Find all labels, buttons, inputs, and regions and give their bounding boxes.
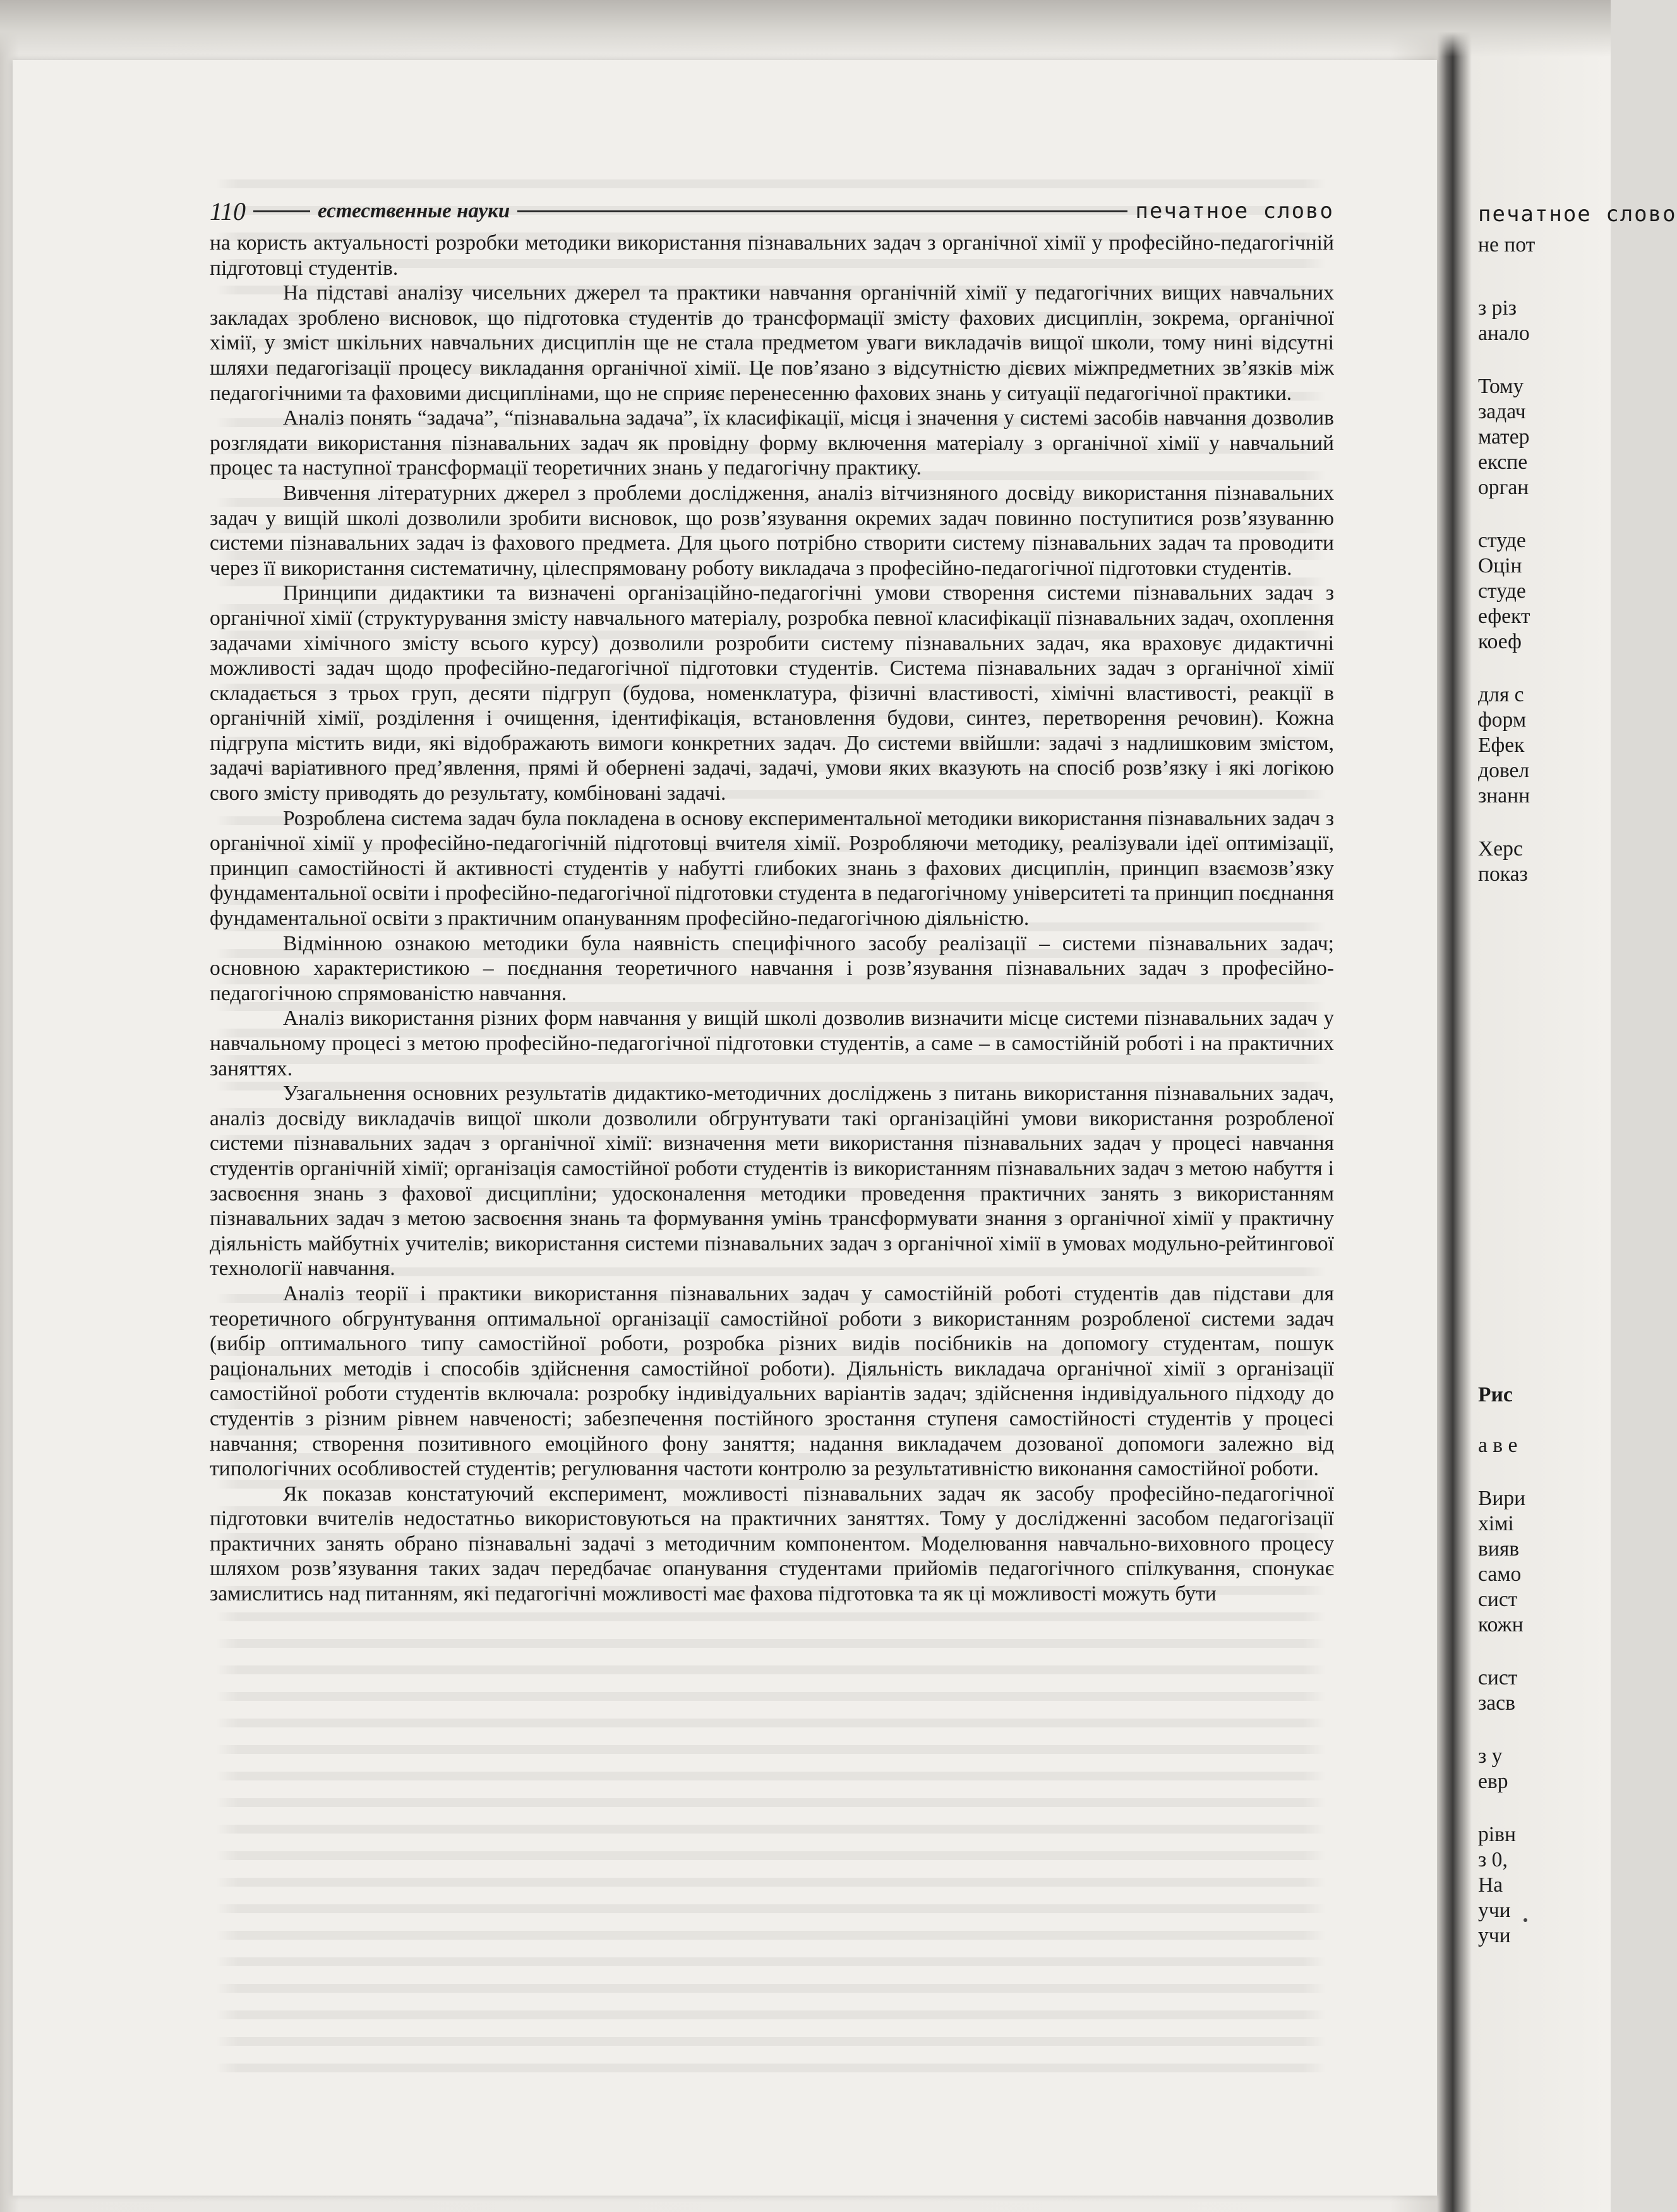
facing-page-text-fragment: На <box>1478 1873 1503 1897</box>
show-through-line <box>215 2028 1326 2055</box>
facing-page-text-fragment: експе <box>1478 450 1528 474</box>
facing-page-text-fragment: з у <box>1478 1744 1503 1768</box>
journal-title: печатное слово <box>1135 198 1334 224</box>
facing-page-text-fragment: учи <box>1478 1899 1511 1922</box>
facing-page-text-fragment: не пот <box>1478 233 1536 257</box>
facing-page-text-fragment: засв <box>1478 1691 1515 1715</box>
facing-page-text-fragment: задач <box>1478 400 1526 423</box>
facing-page-text-fragment: коеф <box>1478 630 1522 653</box>
show-through-line <box>215 1816 1326 1842</box>
facing-page-fragment <box>1472 183 1677 2205</box>
show-through-line <box>215 2002 1326 2028</box>
show-through-line <box>215 1975 1326 2002</box>
show-through-line <box>215 1710 1326 1736</box>
facing-page-text-fragment: орган <box>1478 476 1529 499</box>
facing-page-text-fragment: матер <box>1478 425 1530 449</box>
facing-page-text-fragment: з різ <box>1478 296 1517 320</box>
facing-page-text-fragment: з 0, <box>1478 1848 1508 1871</box>
section-title: естественные науки <box>318 199 510 222</box>
facing-page-text-fragment: знанн <box>1478 784 1530 807</box>
show-through-line <box>215 1869 1326 1895</box>
facing-page-text-fragment: сист <box>1478 1666 1518 1689</box>
facing-page-text-fragment: Рис <box>1478 1383 1513 1406</box>
facing-page-text-fragment: вияв <box>1478 1537 1520 1561</box>
running-header <box>210 193 1334 229</box>
show-through-line <box>215 2055 1326 2081</box>
show-through-line <box>215 1763 1326 1789</box>
show-through-line <box>215 1895 1326 1922</box>
paragraph: Відмінною ознакою методики була наявність специфічного засобу реалізації – системи пізнавальних задач; основною характеристикою – поєднання теоретичного навчання і розв’язування пізнавальних задач з професійно-педагогічною спрямованістю навчання. <box>210 931 1334 1005</box>
facing-page-text-fragment: показ <box>1478 862 1528 886</box>
header-rule <box>517 210 1127 212</box>
header-rule <box>253 210 310 212</box>
facing-page-text-fragment: рівн <box>1478 1823 1516 1846</box>
facing-page-header: печатное слово <box>1478 202 1677 227</box>
show-through-line <box>215 1949 1326 1975</box>
paragraph: Аналіз використання різних форм навчання у вищій школі дозволив визначити місце системи пізнавальних задач у навчальному процесі з метою професійно-педагогічної підготовки студентів, а саме – в самостійній роботі і на практичних заняттях. <box>210 1006 1334 1080</box>
paragraph: на користь актуальності розробки методики використання пізнавальних задач з органічної хімії у професійно-педагогічній підготовці студентів. <box>210 231 1334 280</box>
paragraph: Як показав констатуючий експеримент, можливості пізнавальних задач як засобу професійно-педагогічної підготовки вчителів недостатньо використовуються на практичних заняттях. Тому у дослідженні засобом педагогізації практичних занять обрано пізнавальні задачі з методичним компонентом. Моделювання навчально-виховного процесу шляхом розв’язування таких задач передбачає опанування студентами прийомів педагогічного спілкування, спонукає замислитись над питанням, які педагогічні можливості має фахова підготовка та як ці можливості можуть бути <box>210 1482 1334 1606</box>
facing-page-text-fragment: ефект <box>1478 605 1530 628</box>
facing-page-text-fragment: студе <box>1478 579 1526 603</box>
scanner-shadow <box>0 0 1611 57</box>
show-through-line <box>215 1683 1326 1710</box>
facing-page-text-fragment: само <box>1478 1562 1522 1586</box>
show-through-line <box>215 1604 1326 1630</box>
facing-page-text-fragment: а в е <box>1478 1434 1518 1457</box>
show-through-line <box>215 1736 1326 1763</box>
facing-page-text-fragment: Оцін <box>1478 554 1522 577</box>
paragraph: На підставі аналізу чисельних джерел та практики навчання органічній хімії у педагогічних вищих навчальних закладах зроблено висновок, що підготовка студентів до трансформації змісту фахових дисциплін, зокрема, органічної хімії, у зміст шкільних навчальних дисциплін ще не стала предметом уваги викладачів вищої школи, тому нині відсутні шляхи педагогізації процесу викладання органічної хімії. Це пов’язано з відсутністю дієвих міжпредметних зв’язків між педагогічними та фаховими дисциплінами, що не сприяє перенесенню фахових знань у ситуації педагогічної практики. <box>210 281 1334 405</box>
paragraph: Вивчення літературних джерел з проблеми дослідження, аналіз вітчизняного досвіду використання пізнавальних задач у вищій школі дозволили зробити висновок, що розв’язування окремих задач повинно поступитися розв’язуванню системи пізнавальних задач із фахового предмета. Для цього потрібно створити систему пізнавальних задач та проводити через її використання систематичну, цілеспрямовану роботу викладача з професійно-педагогічної підготовки студентів. <box>210 481 1334 580</box>
facing-page-text-fragment: евр <box>1478 1770 1508 1793</box>
facing-page-text-fragment: форм <box>1478 708 1527 732</box>
facing-page-text-fragment: Тому <box>1478 375 1524 398</box>
paragraph: Аналіз понять “задача”, “пізнавальна задача”, їх класифікації, місця і значення у системі засобів навчання дозволив розглядати використання пізнавальних задач як провідну форму включення матеріалу з органічної хімії у навчальний процес та наступної трансформації теоретичних знань у педагогічну практику. <box>210 406 1334 480</box>
facing-page-text-fragment: учи <box>1478 1924 1511 1947</box>
paragraph: Узагальнення основних результатів дидактико-методичних досліджень з питань використання пізнавальних задач, аналіз досвіду викладачів вищої школи дозволили обгрунтувати такі організаційні умови використання розробленої системи пізнавальних задач з органічної хімії: визначення мети використання пізнавальних задач у процесі навчання студентів органічній хімії; організація самостійної роботи студентів із використанням пізнавальних задач з метою набуття і засвоєння знань з фахової дисципліни; удосконалення методики проведення практичних занять з використанням пізнавальних задач з метою засвоєння знань та формування умінь трансформувати знання з органічної хімії у практичну діяльність майбутніх учителів; використання системи пізнавальних задач з органічної хімії в умовах модульно-рейтингової технології навчання. <box>210 1082 1334 1281</box>
facing-page-text-fragment: хімі <box>1478 1512 1514 1535</box>
facing-page-text-fragment: студе <box>1478 529 1526 552</box>
facing-page-text-fragment: Херс <box>1478 837 1523 861</box>
facing-page-text-fragment: кожн <box>1478 1613 1524 1636</box>
paragraph: Принципи дидактики та визначені організаційно-педагогічні умови створення системи пізнавальних задач з органічної хімії (структурування змісту навчального матеріалу, розробка певної класифікації пізнавальних задач, охоплення задачами хімічного змісту всього курсу) дозволили розробити систему пізнавальних задач, яка враховує дидактичні можливості задач щодо професійно-педагогічної підготовки студентів. Система пізнавальних задач з органічної хімії складається з трьох груп, десяти підгруп (будова, номенклатура, фізичні властивості, хімічні властивості, реакції в органічній хімії, розділення і очищення, ідентифікація, встановлення будови, синтез, перетворення речовин). Кожна підгрупа містить види, які відображають вимоги конкретних задач. До системи ввійшли: задачі з надлишковим змістом, задачі варіативного пред’явлення, прямі й обернені задачі, задачі, умови яких вказують на спосіб розв’язку і які логікою свого змісту приводять до результату, комбіновані задачі. <box>210 581 1334 806</box>
show-through-line <box>215 1789 1326 1816</box>
facing-page-text-fragment: Вири <box>1478 1487 1526 1510</box>
facing-page-text-fragment: Ефек <box>1478 734 1525 757</box>
show-through-line <box>215 1657 1326 1683</box>
paragraph: Аналіз теорії і практики використання пізнавальних задач у самостійній роботі студентів дав підстави для теоретичного обгрунтування оптимальної організації самостійної роботи з використанням розробленої системи задач (вибір оптимального типу самостійної роботи, розробка різних видів посібників на допомогу студентам, пошук раціональних методів і способів здійснення самостійної роботи). Діяльність викладача органічної хімії з організації самостійної роботи студентів включала: розробку індивідуальних варіантів задач; здійснення індивідуального підходу до студентів з різним рівнем навченості; забезпечення постійного зростання ступеня самостійності студентів у процесі навчання; створення позитивного емоційного фону заняття; надання викладачем дозованої допомоги залежно від типологічних особливостей студентів; регулювання частоти контролю за результативністю виконання самостійної роботи. <box>210 1281 1334 1481</box>
show-through-line <box>215 1630 1326 1657</box>
article-body <box>210 231 1334 1607</box>
paragraph: Розроблена система задач була покладена в основу експериментальної методики використання пізнавальних задач з органічної хімії у професійно-педагогічній підготовці вчителя хімії. Розробляючи методику, реалізували ідеї оптимізації, принцип самостійності й активності студентів у набутті глибоких знань з фахових дисциплін, принцип взаємозв’язку фундаментальної освіти і професійно-педагогічної підготовки студента в педагогічному університеті та принцип поєднання фундаментальної освіти з практичним опануванням професійно-педагогічною діяльністю. <box>210 806 1334 931</box>
page-number: 110 <box>210 196 246 226</box>
show-through-line <box>215 1922 1326 1949</box>
facing-page-text-fragment: довел <box>1478 759 1530 782</box>
scan-speck <box>1524 1918 1527 1922</box>
show-through-line <box>215 1842 1326 1869</box>
facing-page-text-fragment: для с <box>1478 683 1524 706</box>
facing-page-text-fragment: сист <box>1478 1588 1518 1611</box>
facing-page-text-fragment: анало <box>1478 322 1530 345</box>
